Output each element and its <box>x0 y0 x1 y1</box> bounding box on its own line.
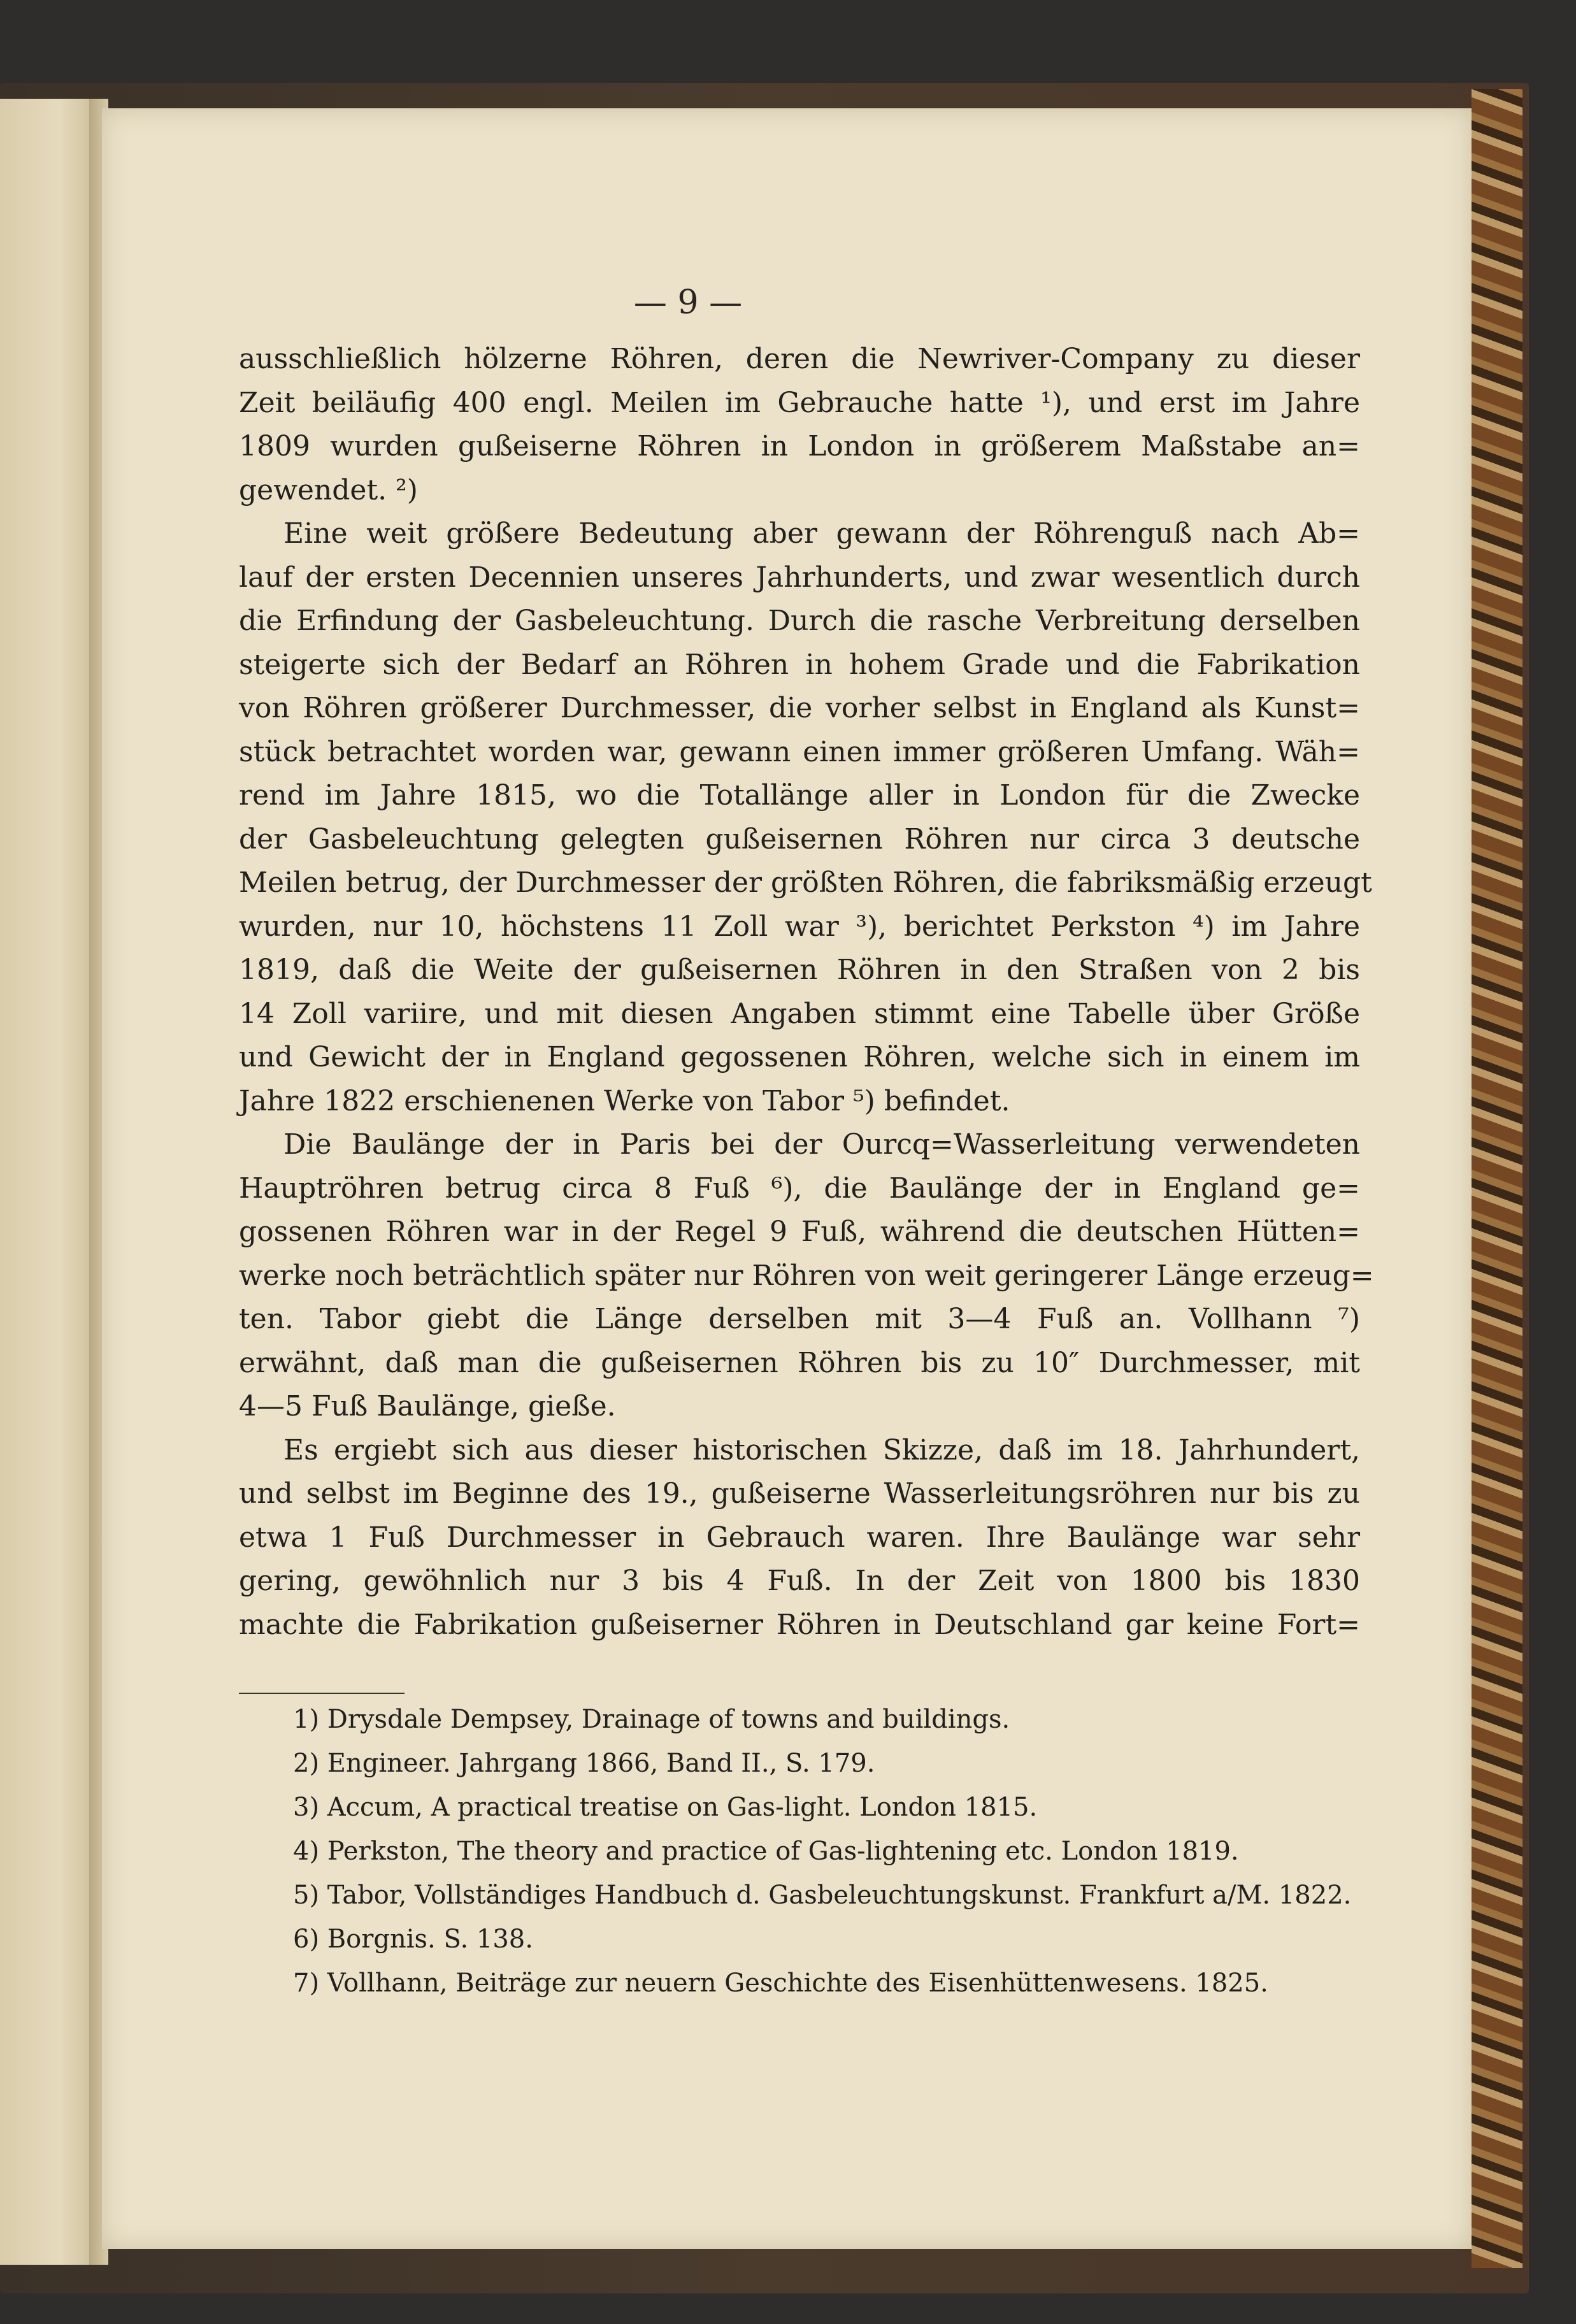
text-line: Meilen betrug, der Durchmesser der größten Röhren, die fabriksmäßig erzeugt <box>239 866 1372 899</box>
text-line: wurden, nur 10, höchstens 11 Zoll war ³), berichtet Perkston ⁴) im Jahre <box>239 910 1360 943</box>
text-line: die Erfindung der Gasbeleuchtung. Durch die rasche Verbreitung derselben <box>239 605 1360 637</box>
marbled-page-edge <box>1472 89 1522 2268</box>
text-line: Eine weit größere Bedeutung aber gewann der Röhrenguß nach Ab= <box>283 517 1360 550</box>
text-line: ausschließlich hölzerne Röhren, deren die Newriver-Company zu dieser <box>239 343 1360 375</box>
text-line: Die Baulänge der in Paris bei der Ourcq=Wasserleitung verwendeten <box>283 1128 1360 1161</box>
footnote: 1) Drysdale Dempsey, Drainage of towns and buildings. <box>293 1705 1010 1734</box>
text-line: und selbst im Beginne des 19., gußeiserne Wasserleitungsröhren nur bis zu <box>239 1477 1360 1510</box>
footnote: 3) Accum, A practical treatise on Gas-light. London 1815. <box>293 1793 1038 1822</box>
page-number: — 9 — <box>633 283 743 322</box>
text-line: Jahre 1822 erschienenen Werke von Tabor ⁵) befindet. <box>239 1084 1010 1117</box>
footnote: 7) Vollhann, Beiträge zur neuern Geschichte des Eisenhüttenwesens. 1825. <box>293 1969 1268 1998</box>
left-facing-page <box>0 99 99 2265</box>
text-line: rend im Jahre 1815, wo die Totallänge aller in London für die Zwecke <box>239 779 1360 812</box>
text-line: gossenen Röhren war in der Regel 9 Fuß, während die deutschen Hütten= <box>239 1216 1360 1248</box>
footnote: 4) Perkston, The theory and practice of Gas-lightening etc. London 1819. <box>293 1837 1239 1866</box>
text-line: lauf der ersten Decennien unseres Jahrhunderts, und zwar wesentlich durch <box>239 561 1360 594</box>
body-text <box>239 338 1374 1647</box>
text-line: steigerte sich der Bedarf an Röhren in hohem Grade und die Fabrikation <box>239 648 1360 681</box>
text-line: der Gasbeleuchtung gelegten gußeisernen Röhren nur circa 3 deutsche <box>239 822 1360 856</box>
footnotes <box>293 1698 1376 2005</box>
text-line: 1819, daß die Weite der gußeisernen Röhren in den Straßen von 2 bis <box>239 954 1360 986</box>
text-line: etwa 1 Fuß Durchmesser in Gebrauch waren. Ihre Baulänge war sehr <box>239 1521 1360 1554</box>
text-line: gewendet. ²) <box>239 473 418 506</box>
text-line: werke noch beträchtlich später nur Röhren von weit geringerer Länge erzeug= <box>239 1259 1374 1292</box>
book-page <box>102 108 1472 2249</box>
text-line: erwähnt, daß man die gußeisernen Röhren bis zu 10″ Durchmesser, mit <box>239 1346 1360 1379</box>
text-line: und Gewicht der in England gegossenen Röhren, welche sich in einem im <box>239 1041 1360 1073</box>
text-line: 14 Zoll variire, und mit diesen Angaben stimmt eine Tabelle über Größe <box>239 997 1360 1030</box>
footnote: 5) Tabor, Vollständiges Handbuch d. Gasbeleuchtungskunst. Frankfurt a/M. 1822. <box>293 1881 1352 1910</box>
text-line: gering, gewöhnlich nur 3 bis 4 Fuß. In der Zeit von 1800 bis 1830 <box>239 1565 1360 1597</box>
text-line: Zeit beiläufig 400 engl. Meilen im Gebrauche hatte ¹), und erst im Jahre <box>239 386 1360 419</box>
text-line: machte die Fabrikation gußeiserner Röhren in Deutschland gar keine Fort= <box>239 1608 1360 1641</box>
text-line: von Röhren größerer Durchmesser, die vorher selbst in England als Kunst= <box>239 692 1360 724</box>
footnote-divider <box>239 1693 405 1694</box>
footnote: 2) Engineer. Jahrgang 1866, Band II., S. 179. <box>293 1749 875 1778</box>
text-line: 4—5 Fuß Baulänge, gieße. <box>239 1390 616 1423</box>
footnote: 6) Borgnis. S. 138. <box>293 1925 533 1954</box>
text-line: 1809 wurden gußeiserne Röhren in London in größerem Maßstabe an= <box>239 430 1360 463</box>
text-line: Hauptröhren betrug circa 8 Fuß ⁶), die Baulänge der in England ge= <box>239 1172 1360 1205</box>
text-line: Es ergiebt sich aus dieser historischen Skizze, daß im 18. Jahrhundert, <box>283 1433 1360 1467</box>
text-line: ten. Tabor giebt die Länge derselben mit 3—4 Fuß an. Vollhann ⁷) <box>239 1303 1360 1335</box>
text-line: stück betrachtet worden war, gewann einen immer größeren Umfang. Wäh= <box>239 735 1360 768</box>
